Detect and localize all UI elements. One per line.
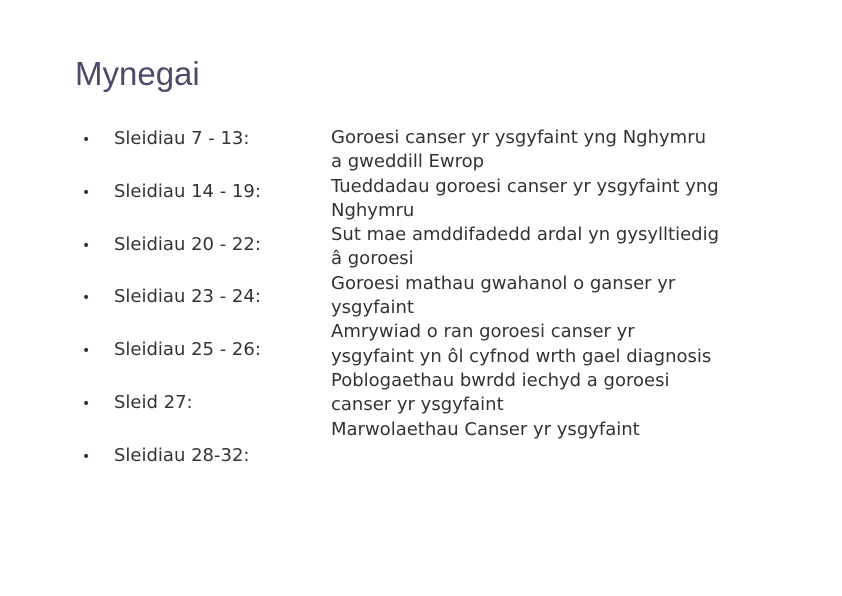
- slide-range-label: Sleidiau 7 - 13:: [114, 128, 250, 149]
- slide-range-label: Sleidiau 28-32:: [114, 445, 250, 466]
- description-line: canser yr ysgyfaint: [331, 394, 504, 416]
- description-line: Tueddadau goroesi canser yr ysgyfaint yng: [331, 175, 719, 197]
- description-line: Nghymru: [331, 199, 415, 221]
- slide-range-label: Sleidiau 14 - 19:: [114, 181, 261, 202]
- list-item: [82, 283, 261, 311]
- list-item: [82, 231, 261, 259]
- bullet-icon: •: [82, 343, 91, 359]
- bullet-icon: •: [82, 290, 91, 306]
- list-item: [82, 125, 249, 153]
- list-item: [82, 389, 193, 417]
- description-line: â goroesi: [331, 248, 414, 270]
- description-line: a gweddill Ewrop: [331, 151, 485, 173]
- description-line: Poblogaethau bwrdd iechyd a goroesi: [331, 369, 670, 391]
- list-item: [82, 442, 249, 470]
- description-line: Amrywiad o ran goroesi canser yr: [331, 321, 635, 343]
- bullet-icon: •: [82, 396, 91, 412]
- slide-range-label: Sleid 27:: [114, 392, 193, 413]
- description-line: Sut mae amddifadedd ardal yn gysylltiedig: [331, 224, 720, 246]
- list-item: [82, 336, 261, 364]
- description-line: Goroesi canser yr ysgyfaint yng Nghymru: [331, 127, 707, 148]
- bullet-icon: •: [82, 449, 91, 465]
- bullet-icon: •: [82, 185, 91, 201]
- description-line: Goroesi mathau gwahanol o ganser yr: [331, 272, 676, 294]
- slide-range-label: Sleidiau 25 - 26:: [114, 339, 261, 360]
- description-line: Marwolaethau Canser yr ysgyfaint: [331, 418, 640, 440]
- slide-range-label: Sleidiau 20 - 22:: [114, 234, 261, 255]
- bullet-icon: •: [82, 132, 91, 148]
- description-line: ysgyfaint: [331, 297, 414, 319]
- topic-description-list: [331, 126, 811, 442]
- description-line: ysgyfaint yn ôl cyfnod wrth gael diagnosis: [331, 345, 712, 367]
- page-title: Mynegai: [75, 55, 200, 92]
- slide-range-label: Sleidiau 23 - 24:: [114, 286, 261, 307]
- list-item: [82, 178, 261, 206]
- bullet-icon: •: [82, 238, 91, 254]
